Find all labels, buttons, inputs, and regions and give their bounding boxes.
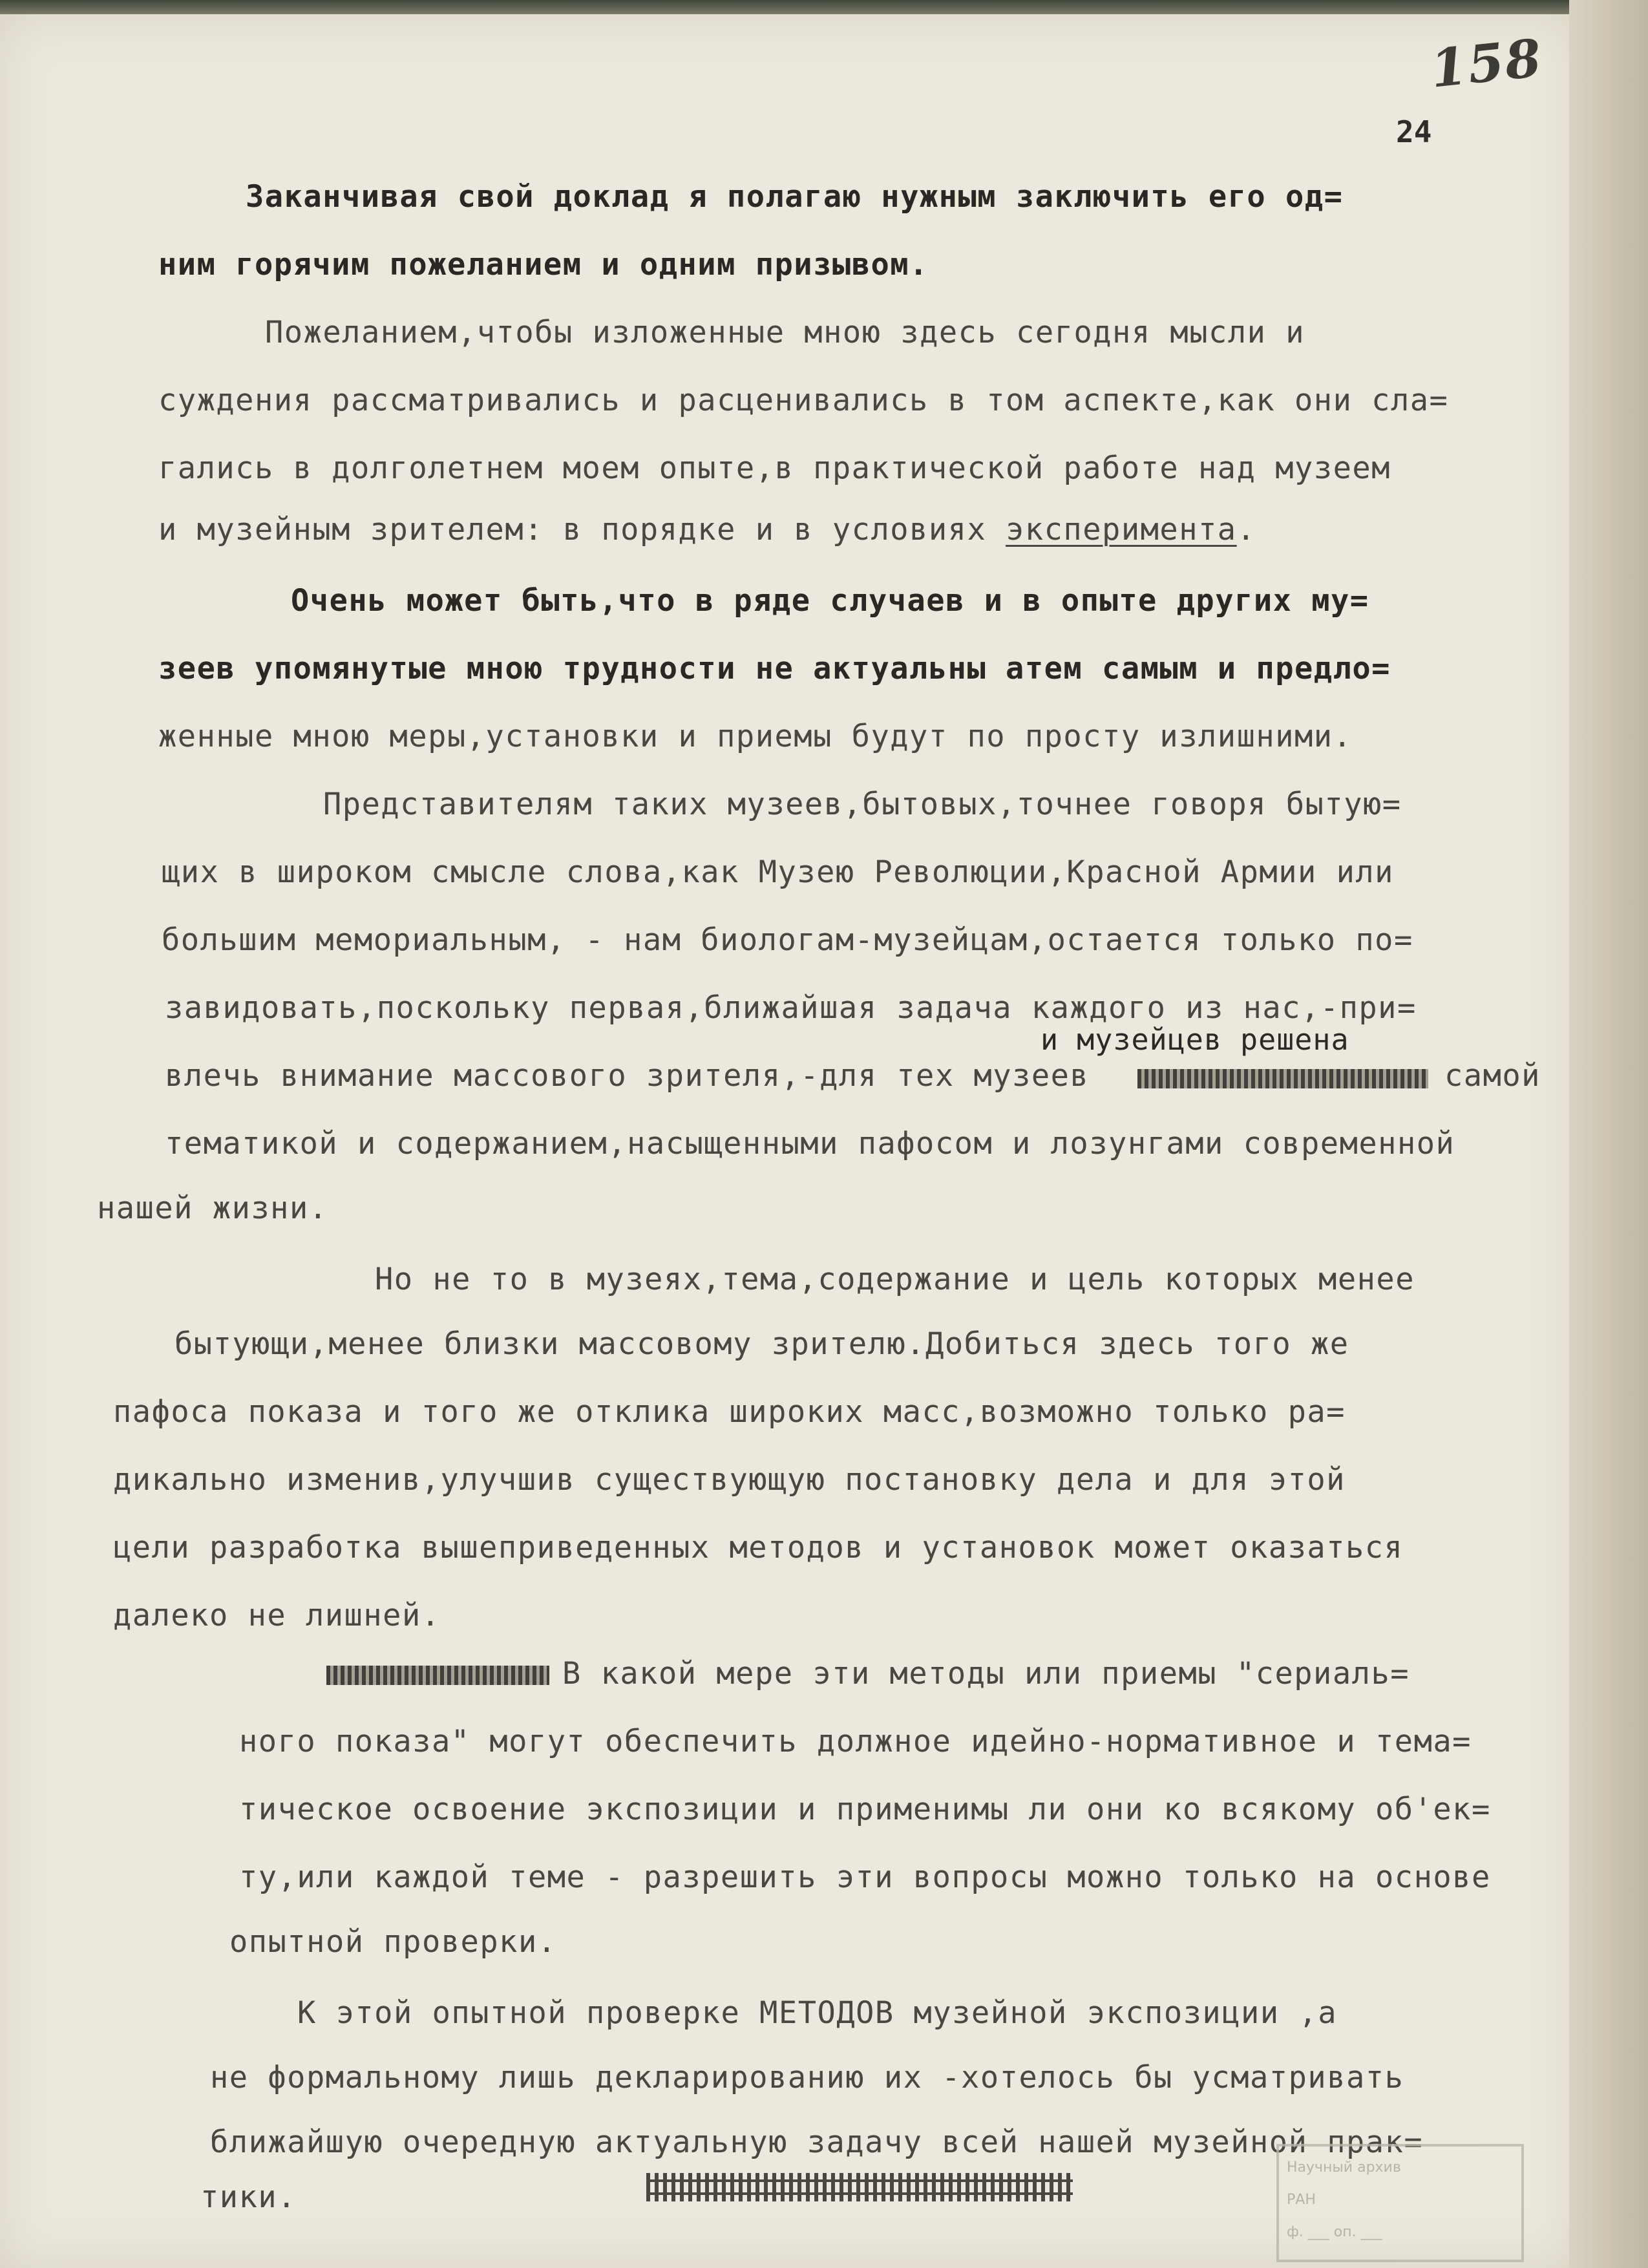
text-line: опытной проверки. <box>229 1924 557 1960</box>
archive-stamp <box>1276 2144 1524 2262</box>
text-line: ного показа" могут обеспечить должное идейно-нормативное и тема= <box>239 1724 1472 1759</box>
text-line: щих в широком смысле слова,как Музею Революции,Красной Армии или <box>162 854 1394 890</box>
text-line: большим мемориальным, - нам биологам-музейцам,остается только по= <box>162 922 1413 958</box>
text-line: ту,или каждой теме - разрешить эти вопросы можно только на основе <box>239 1860 1491 1895</box>
text-line: Очень может быть,что в ряде случаев и в опыте других му= <box>291 583 1369 619</box>
scan-background-top <box>0 0 1577 14</box>
text-line: далеко не лишней. <box>113 1598 441 1633</box>
text-line: Но не то в музеях,тема,содержание и цель которых менее <box>375 1262 1415 1297</box>
text-line: тическое освоение экспозиции и применимы ли они ко всякому об'ек= <box>239 1792 1491 1827</box>
text-line: нашей жизни. <box>97 1191 328 1226</box>
struck-out-text <box>326 1666 549 1685</box>
text-line: не формальному лишь декларированию их -хотелось бы усматривать <box>210 2060 1404 2095</box>
text-line: бытующи,менее близки массовому зрителю.Добиться здесь того же <box>174 1326 1349 1362</box>
underlined-word: эксперимента <box>1006 512 1237 547</box>
stamp-text: ф. ___ оп. ___ <box>1287 2224 1382 2240</box>
closing-typed-rule <box>646 2173 1073 2201</box>
stamp-text: РАН <box>1287 2192 1316 2208</box>
text-line: пафоса показа и того же отклика широких масс,возможно только ра= <box>113 1394 1346 1430</box>
struck-out-text <box>1137 1069 1428 1088</box>
text-line: Пожеланием,чтобы изложенные мною здесь сегодня мысли и <box>265 315 1305 350</box>
text-line: влечь внимание массового зрителя,-для тех музеев <box>165 1058 1090 1094</box>
text-line: суждения рассматривались и расценивались в том аспекте,как они сла= <box>158 383 1449 418</box>
handwritten-folio-number: 158 <box>1428 27 1546 100</box>
text-line: Представителям таких музеев,бытовых,точнее говоря бытую= <box>323 787 1402 822</box>
page-number: 24 <box>1396 114 1432 149</box>
text-line: тики. <box>200 2179 297 2215</box>
document-page <box>0 14 1577 2268</box>
text-line: К этой опытной проверке МЕТОДОВ музейной экспозиции ,а <box>297 1995 1338 2031</box>
text-line: ним горячим пожеланием и одним призывом. <box>158 247 929 282</box>
text-fragment: и музейным зрителем: в порядке и в условиях <box>158 512 1006 547</box>
scan-background-edge <box>1569 0 1648 2268</box>
stamp-text: Научный архив <box>1287 2159 1401 2176</box>
text-line: цели разработка вышеприведенных методов и установок может оказаться <box>113 1530 1404 1565</box>
text-line: женные мною меры,установки и приемы будут по просту излишними. <box>158 719 1353 754</box>
text-line: завидовать,поскольку первая,ближайшая задача каждого из нас,-при= <box>165 990 1417 1026</box>
text-fragment: самой <box>1444 1058 1541 1094</box>
text-fragment: . <box>1236 512 1256 547</box>
text-line: гались в долголетнем моем опыте,в практической работе над музеем <box>158 450 1391 486</box>
text-line: ближайшую очередную актуальную задачу всей нашей музейной прак= <box>210 2125 1424 2160</box>
text-line: В какой мере эти методы или приемы "сериаль= <box>562 1656 1410 1691</box>
text-line-with-emphasis <box>158 512 1256 547</box>
text-line: тематикой и содержанием,насыщенными пафосом и лозунгами современной <box>165 1126 1455 1161</box>
text-line: дикально изменив,улучшив существующую постановку дела и для этой <box>113 1462 1346 1498</box>
text-line: Заканчивая свой доклад я полагаю нужным заключить его од= <box>246 179 1344 215</box>
typed-insertion: и музейцев решена <box>1041 1023 1349 1057</box>
text-line: зеев упомянутые мною трудности не актуальны атем самым и предло= <box>158 651 1391 686</box>
